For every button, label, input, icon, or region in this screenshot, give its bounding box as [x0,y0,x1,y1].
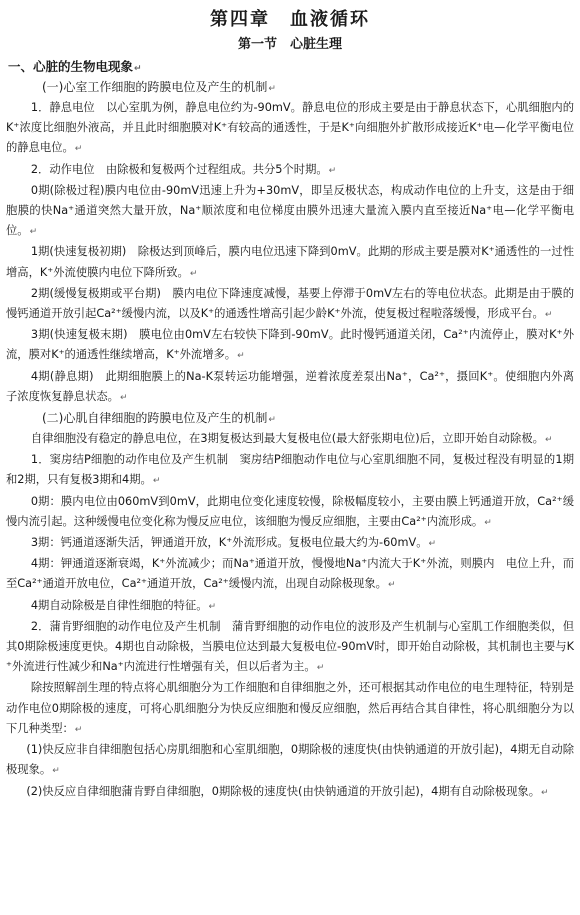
paragraph-p-cell-phase-0 [6,492,574,533]
paragraph-text: 1期(快速复极初期) 除极达到顶峰后，膜内电位迅速下降到0mV。此期的形成主要是膜对K⁺通透性的一过性增高，K⁺外流使膜内电位下降所致。 [6,245,574,279]
subheading-autorhythmic-cell [6,408,574,429]
return-mark: ↵ [134,64,142,74]
return-mark: ↵ [328,165,337,176]
paragraph-action-potential [6,160,574,181]
paragraph-text: 4期自动除极是自律性细胞的特征。 [30,598,208,612]
paragraph-phase-1 [6,242,574,283]
subheading-text: (一)心室工作细胞的跨膜电位及产生的机制 [42,80,268,94]
paragraph-phase-3 [6,325,574,366]
paragraph-phase-4 [6,367,574,408]
paragraph-resting-potential [6,98,574,160]
paragraph-text: 2．动作电位 由除极和复极两个过程组成。共分5个时期。 [30,162,328,176]
paragraph-p-cell-phase-4 [6,554,574,595]
paragraph-text: 除按照解剖生理的特点将心肌细胞分为工作细胞和自律细胞之外，还可根据其动作电位的电生理特征，特别是动作电位0期除极的速度，可将心肌细胞分为快反应细胞和慢反应细胞，然后再结合其自律性，将心肌细胞分为以下几种类型： [6,681,574,735]
return-mark: ↵ [74,724,83,735]
paragraph-purkinje-cell [6,617,574,679]
paragraph-text: 0期：膜内电位由060mV到0mV，此期电位变化速度较慢，除极幅度较小，主要由膜上钙通道开放，Ca²⁺缓慢内流引起。这种缓慢电位变化称为慢反应电位，该细胞为慢反应细胞，主要由Ca²⁺内流形成。 [6,494,574,528]
return-mark: ↵ [52,766,60,777]
paragraph-text: 1．静息电位 以心室肌为例，静息电位约为-90mV。静息电位的形成主要是由于静息状态下，心肌细胞内的K⁺浓度比细胞外液高，并且此时细胞膜对K⁺有较高的通透性，于是K⁺向细胞外扩散形成接近K⁺电—化学平衡电位的静息电位。 [6,101,574,155]
section-title: 第一节 心脏生理 [237,37,342,52]
paragraph-phase-2 [6,284,574,325]
return-mark: ↵ [152,476,161,487]
subheading-text: (二)心肌自律细胞的跨膜电位及产生的机制 [42,411,268,426]
return-mark: ↵ [237,351,245,362]
paragraph-text: 2．蒲肯野细胞的动作电位及产生机制 蒲肯野细胞的动作电位的波形及产生机制与心室肌工作细胞类似，但其0期除极速度更快。4期也自动除极，当膜电位达到最大复极电位-90mV时，即开始自动除极，其机制也主要与K⁺外流进行性减少和Na⁺内流进行性增强有关，但以后者为主。 [6,619,574,674]
paragraph-text: (2)快反应自律细胞蒲肯野自律细胞，0期除极的速度快(由快钠通道的开放引起)，4期有自动除极现象。 [26,784,540,798]
return-mark: ↵ [74,144,83,155]
return-mark: ↵ [484,517,492,528]
return-mark: ↵ [208,601,217,612]
return-mark: ↵ [119,392,128,403]
chapter-title: 第四章 血液循环 [210,9,370,30]
paragraph-text: 3期(快速复极末期) 膜电位由0mV左右较快下降到-90mV。此时慢钙通道关闭，Ca²⁺内流停止，膜对K⁺外流，膜对K⁺的通透性继续增高，K⁺外流增多。 [6,328,574,362]
return-mark: ↵ [387,580,396,591]
paragraph-type-2 [6,782,574,803]
return-mark: ↵ [268,415,276,426]
paragraph-cell-classification [6,678,574,740]
subheading-working-cell [6,77,574,98]
return-mark: ↵ [544,310,553,321]
paragraph-text: 0期(除极过程)膜内电位由-90mV迅速上升为+30mV，即呈反极状态，构成动作电位的上升支，这是由于细胞膜的快Na⁺通道突然大量开放，Na⁺顺浓度和电位梯度由膜外迅速大量流入膜内直至接近Na⁺电—化学平衡电位。 [6,183,574,238]
paragraph-text: 4期(静息期) 此期细胞膜上的Na-K泵转运功能增强，逆着浓度差泵出Na⁺，Ca²⁺，摄回K⁺。使细胞内外离子浓度恢复静息状态。 [6,369,574,403]
return-mark: ↵ [29,227,38,238]
return-mark: ↵ [316,663,325,674]
paragraph-type-1 [6,740,574,781]
paragraph-sinoatrial-p-cell [6,450,574,491]
paragraph-text: 3期：钙通道逐渐失活，钾通道开放，K⁺外流形成。复极电位最大约为-60mV。 [30,536,428,550]
paragraph-p-cell-phase-3 [6,533,574,554]
paragraph-text: 自律细胞没有稳定的静息电位，在3期复极达到最大复极电位(最大舒张期电位)后，立即开始自动除极。 [30,432,544,446]
paragraph-text: 4期：钾通道逐渐衰竭，K⁺外流减少；而Na⁺通道开放，慢慢地Na⁺内流大于K⁺外流，则膜内 电位上升，而至Ca²⁺通道开放电位，Ca²⁺通道开放，Ca²⁺缓慢内流，出现自动除极现象。 [6,557,574,591]
paragraph-text: 1．窦房结P细胞的动作电位及产生机制 窦房结P细胞动作电位与心室肌细胞不同，复极过程没有明显的1期和2期，只有复极3期和4期。 [6,453,574,487]
return-mark: ↵ [428,539,437,550]
paragraph-autorhythmic-intro [6,429,574,450]
return-mark: ↵ [268,84,276,94]
return-mark: ↵ [541,787,549,798]
paragraph-phase-0 [6,181,574,243]
return-mark: ↵ [189,268,198,279]
return-mark: ↵ [544,435,553,446]
paragraph-autorhythm-feature [6,596,574,617]
paragraph-text: 2期(缓慢复极期或平台期) 膜内电位下降速度减慢，基要上停滞于0mV左右的等电位状态。此期是由于膜的慢钙通道开放引起Ca²⁺缓慢内流，以及K⁺的通透性增高引起少龄K⁺外流，使复极过程啦落缓慢，形成平台。 [6,286,574,321]
paragraph-text: (1)快反应非自律细胞包括心房肌细胞和心室肌细胞，0期除极的速度快(由快钠通道的开放引起)，4期无自动除极现象。 [6,743,574,777]
heading-cardiac-bioelectric [6,56,574,77]
heading-text: 一、心脏的生物电现象 [8,59,134,74]
